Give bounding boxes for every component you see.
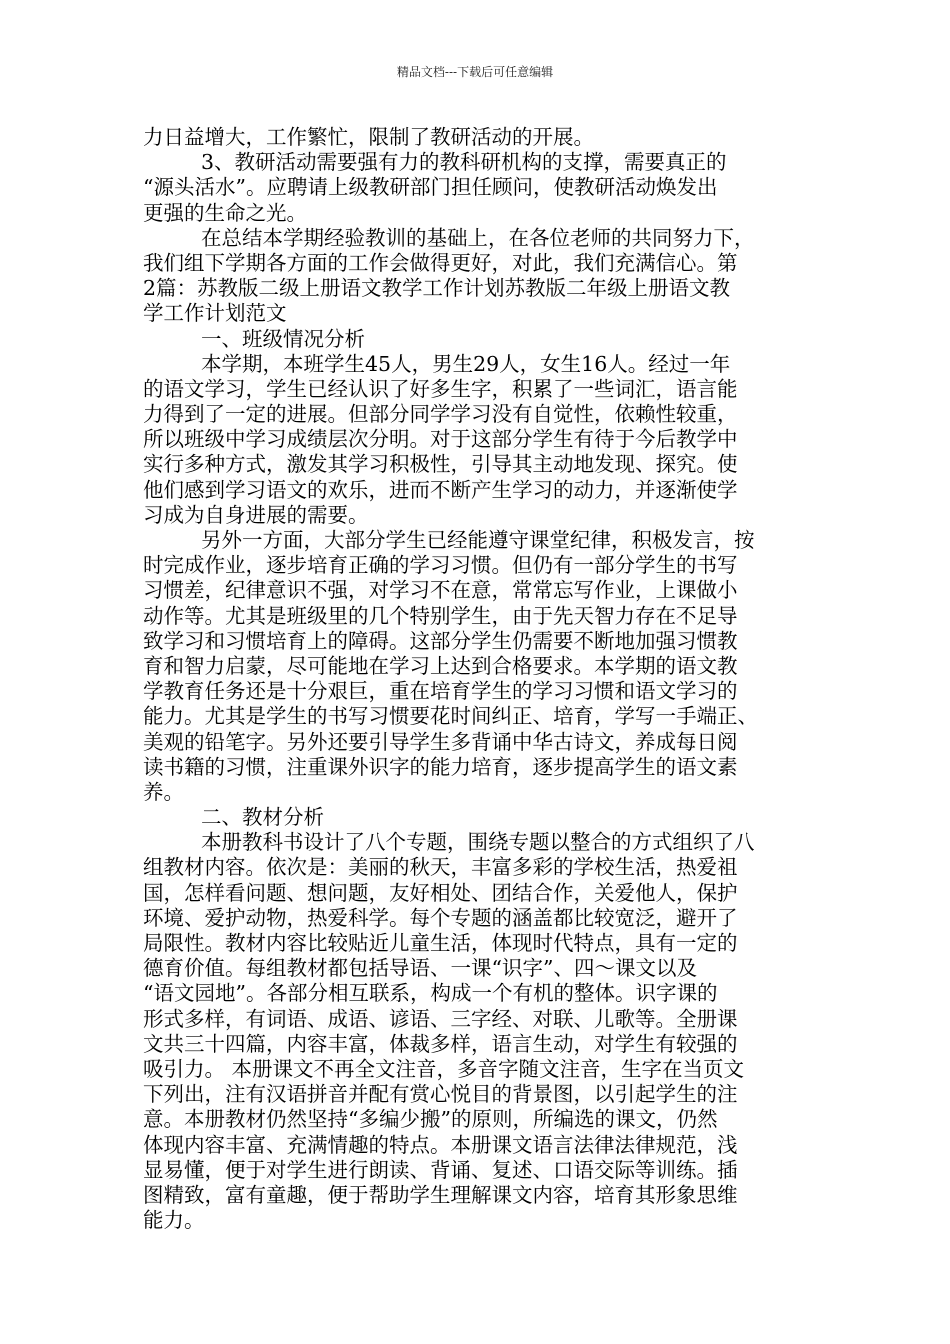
text-line: 实行多种方式，激发其学习积极性，引导其主动地发现、探究。使	[143, 452, 738, 477]
text-line: 3、教研活动需要强有力的教科研机构的支撑，需要真正的	[201, 150, 727, 175]
text-line: 能力。尤其是学生的书写习惯要花时间纠正、培育，学写一手端正、	[143, 704, 758, 729]
text-line: 图精致，富有童趣，便于帮助学生理解课文内容，培育其形象思维	[143, 1182, 738, 1207]
text-line: 习成为自身进展的需要。	[143, 502, 369, 527]
text-line: 国，怎样看问题、想问题，友好相处、团结合作，关爱他人，保护	[143, 880, 738, 905]
text-line: 动作等。尤其是班级里的几个特别学生，由于先天智力存在不足导	[143, 603, 738, 628]
text-line: 学工作计划范文	[143, 301, 287, 326]
text-line: 的语文学习，学生已经认识了好多生字，积累了一些词汇，语言能	[143, 376, 738, 401]
text-line: 另外一方面，大部分学生已经能遵守课堂纪律，积极发言，按	[201, 528, 755, 552]
text-line: 学教育任务还是十分艰巨，重在培育学生的学习习惯和语文学习的	[143, 679, 738, 704]
text-line: 二、教材分析	[201, 805, 324, 830]
text-line: 能力。	[143, 1208, 205, 1233]
text-line: “语文园地”。各部分相互联系，构成一个有机的整体。识字课的	[143, 981, 718, 1006]
text-line: 意。本册教材仍然坚持“多编少搬”的原则，所编选的课文，仍然	[143, 1107, 718, 1132]
text-line: 吸引力。 本册课文不再全文注音，多音字随文注音，生字在当页文	[143, 1056, 745, 1081]
text-line: 局限性。教材内容比较贴近儿童生活，体现时代特点，具有一定的	[143, 931, 738, 955]
text-line: 致学习和习惯培育上的障碍。这部分学生仍需要不断地加强习惯教	[143, 628, 738, 653]
text-line: 一、班级情况分析	[201, 326, 365, 351]
text-line: 我们组下学期各方面的工作会做得更好，对此，我们充满信心。第	[143, 250, 738, 275]
text-line: 形式多样，有词语、成语、谚语、三字经、对联、儿歌等。全册课	[143, 1006, 738, 1031]
text-line: 在总结本学期经验教训的基础上，在各位老师的共同努力下，	[201, 225, 755, 250]
text-line: 时完成作业，逐步培育正确的学习习惯。但仍有一部分学生的书写	[143, 553, 738, 578]
text-line: 他们感到学习语文的欢乐，进而不断产生学习的动力，并逐渐使学	[143, 477, 738, 502]
text-line: 显易懂，便于对学生进行朗读、背诵、复述、口语交际等训练。插	[143, 1157, 738, 1182]
text-line: “源头活水”。应聘请上级教研部门担任顾问，使教研活动焕发出	[143, 175, 718, 200]
document-body	[143, 125, 823, 1233]
text-line: 下列出，注有汉语拼音并配有赏心悦目的背景图，以引起学生的注	[143, 1082, 738, 1107]
text-line: 美观的铅笔字。另外还要引导学生多背诵中华古诗文，养成每日阅	[143, 729, 738, 754]
text-line: 本学期，本班学生45人，男生29人，女生16人。经过一年	[201, 351, 731, 376]
text-line: 德育价值。每组教材都包括导语、一课“识字”、四～课文以及	[143, 956, 697, 981]
text-line: 习惯差，纪律意识不强，对学习不在意，常常忘写作业，上课做小	[143, 578, 738, 603]
text-line: 读书籍的习惯，注重课外识字的能力培育，逐步提高学生的语文素	[143, 754, 738, 779]
text-line: 本册教科书设计了八个专题，围绕专题以整合的方式组织了八	[201, 830, 755, 855]
text-line: 更强的生命之光。	[143, 200, 307, 225]
text-line: 所以班级中学习成绩层次分明。对于这部分学生有待于今后教学中	[143, 427, 738, 452]
text-line: 力日益增大，工作繁忙，限制了教研活动的开展。	[143, 125, 594, 149]
page-header: 精品文档---下载后可任意编辑	[396, 65, 554, 79]
text-line: 环境、爱护动物，热爱科学。每个专题的涵盖都比较宽泛，避开了	[143, 905, 738, 930]
text-line: 体现内容丰富、充满情趣的特点。本册课文语言法律法律规范，浅	[143, 1132, 738, 1157]
text-line: 力得到了一定的进展。但部分同学学习没有自觉性，依赖性较重，	[143, 402, 738, 427]
text-line: 2篇：苏教版二级上册语文教学工作计划苏教版二年级上册语文教	[143, 276, 731, 301]
text-line: 养。	[143, 779, 184, 804]
text-line: 文共三十四篇，内容丰富，体裁多样，语言生动，对学生有较强的	[143, 1031, 738, 1056]
text-line: 组教材内容。依次是：美丽的秋天，丰富多彩的学校生活，热爱祖	[143, 855, 738, 880]
text-line: 育和智力启蒙，尽可能地在学习上达到合格要求。本学期的语文教	[143, 653, 738, 678]
